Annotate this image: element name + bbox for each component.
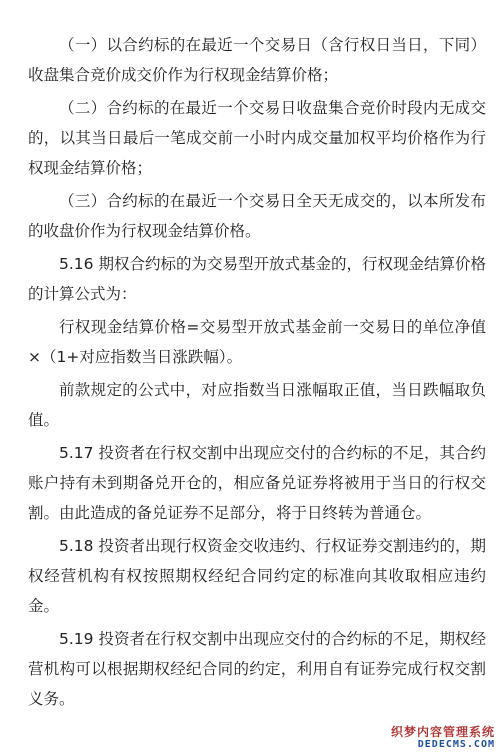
document-body <box>28 30 486 714</box>
paragraph-article-5-19: 5.19 投资者在行权交割中出现应交付的合约标的不足，期权经营机构可以根据期权经纪合同的约定，利用自有证券完成行权交割义务。 <box>28 630 486 708</box>
paragraph-formula-note: 前款规定的公式中，对应指数当日涨幅取正值，当日跌幅取负值。 <box>28 381 486 429</box>
paragraph-clause-3: （三）合约标的在最近一个交易日全天无成交的，以本所发布的收盘价作为行权现金结算价格。 <box>28 192 486 240</box>
watermark-cn-text: 织梦内容管理系统 <box>390 724 495 739</box>
paragraph-clause-1: （一）以合约标的在最近一个交易日（含行权日当日，下同）收盘集合竞价成交价作为行权现金结算价格； <box>28 36 486 84</box>
paragraph-article-5-17: 5.17 投资者在行权交割中出现应交付的合约标的不足，其合约账户持有未到期备兑开仓的，相应备兑证券将被用于当日的行权交割。由此造成的备兑证券不足部分，将于日终转为普通仓。 <box>28 444 486 522</box>
paragraph-article-5-16: 5.16 期权合约标的为交易型开放式基金的，行权现金结算价格的计算公式为： <box>28 255 486 303</box>
paragraph-formula: 行权现金结算价格=交易型开放式基金前一交易日的单位净值×（1+对应指数当日涨跌幅）。 <box>28 318 486 366</box>
paragraph-clause-2: （二）合约标的在最近一个交易日收盘集合竞价时段内无成交的，以其当日最后一笔成交前一小时内成交量加权平均价格作为行权现金结算价格； <box>28 99 486 177</box>
watermark-logo <box>391 726 495 750</box>
paragraph-article-5-18: 5.18 投资者出现行权资金交收违约、行权证券交割违约的，期权经营机构有权按照期权经纪合同约定的标准向其收取相应违约金。 <box>28 537 486 615</box>
watermark-en-text: DEDECMS.COM <box>417 739 495 750</box>
